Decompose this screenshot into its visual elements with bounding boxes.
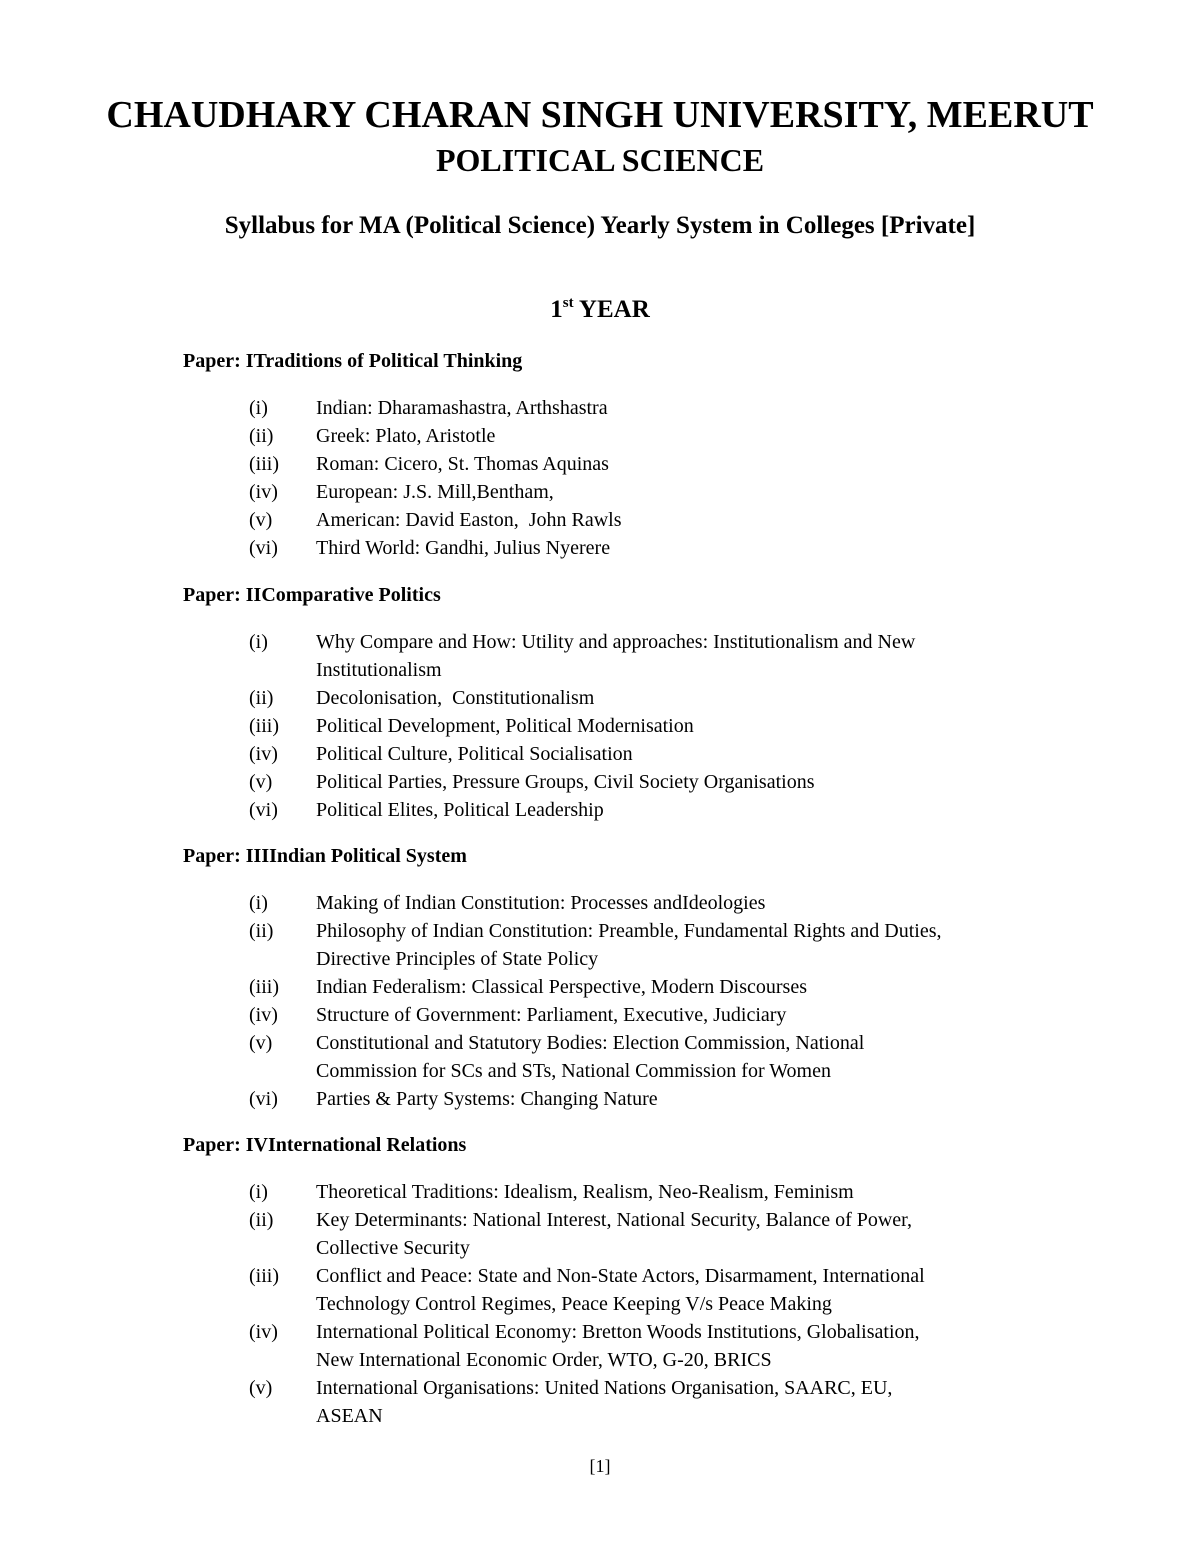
list-item-line: ASEAN (316, 1405, 383, 1427)
year-label: YEAR (578, 296, 650, 323)
list-item (0, 1178, 1200, 1206)
list-item-text (316, 768, 1016, 796)
list-item (0, 1318, 1200, 1374)
list-item-text (316, 1262, 1016, 1318)
list-item-line: Institutionalism (316, 659, 442, 681)
list-item (0, 478, 1200, 506)
list-item (0, 917, 1200, 973)
list-item (0, 450, 1200, 478)
list-item-text (316, 1001, 1016, 1029)
list-item-text (316, 1085, 1016, 1113)
list-item-text (316, 1206, 1016, 1262)
list-item-number: (ii) (249, 920, 274, 942)
paper-heading: Paper: ITraditions of Political Thinking (183, 350, 523, 372)
list-item-number: (v) (249, 771, 273, 793)
list-item-line: Key Determinants: National Interest, National Security, Balance of Power, (316, 1209, 913, 1231)
list-item-line: Philosophy of Indian Constitution: Preamble, Fundamental Rights and Duties, (316, 920, 942, 942)
list-item-line: Making of Indian Constitution: Processes andIdeologies (316, 892, 766, 914)
list-item-number: (iii) (249, 453, 279, 475)
list-item-number: (iii) (249, 1265, 279, 1287)
list-item-number: (iv) (249, 1004, 278, 1026)
list-item-line: Political Elites, Political Leadership (316, 799, 604, 821)
list-item (0, 394, 1200, 422)
list-item (0, 506, 1200, 534)
list-item (0, 768, 1200, 796)
year-suffix: st (562, 295, 574, 311)
list-item-line: Political Development, Political Modernisation (316, 715, 694, 737)
list-item-line: Directive Principles of State Policy (316, 948, 599, 970)
list-item-text (316, 684, 1016, 712)
list-item-number: (iv) (249, 481, 278, 503)
list-item-number: (i) (249, 892, 268, 914)
list-item-text (316, 796, 1016, 824)
list-item-number: (iii) (249, 976, 279, 998)
list-item-number: (vi) (249, 537, 278, 559)
list-item-number: (ii) (249, 687, 274, 709)
list-item (0, 796, 1200, 824)
list-item-text (316, 478, 1016, 506)
list-item (0, 628, 1200, 684)
list-item-text (316, 712, 1016, 740)
list-item-number: (vi) (249, 799, 278, 821)
list-item-line: Decolonisation, Constitutionalism (316, 687, 595, 709)
list-item-line: Theoretical Traditions: Idealism, Realism, Neo-Realism, Feminism (316, 1181, 854, 1203)
list-item (0, 1206, 1200, 1262)
list-item-line: International Organisations: United Nations Organisation, SAARC, EU, (316, 1377, 893, 1399)
list-item-number: (v) (249, 1032, 273, 1054)
list-item-text (316, 506, 1016, 534)
list-item-number: (iii) (249, 715, 279, 737)
list-item-number: (i) (249, 631, 268, 653)
list-item (0, 1374, 1200, 1430)
subject-title: POLITICAL SCIENCE (435, 142, 765, 178)
list-item (0, 973, 1200, 1001)
list-item (0, 534, 1200, 562)
list-item-text (316, 740, 1016, 768)
list-item-text (316, 394, 1016, 422)
list-item (0, 1001, 1200, 1029)
list-item (0, 712, 1200, 740)
list-item-line: Conflict and Peace: State and Non-State Actors, Disarmament, International (316, 1265, 925, 1287)
list-item (0, 889, 1200, 917)
list-item-number: (v) (249, 1377, 273, 1399)
list-item-line: International Political Economy: Bretton Woods Institutions, Globalisation, (316, 1321, 920, 1343)
list-item-line: Greek: Plato, Aristotle (316, 425, 496, 447)
paper-heading: Paper: IIIIndian Political System (183, 845, 467, 867)
list-item-text (316, 422, 1016, 450)
list-item-text (316, 450, 1016, 478)
list-item-line: Commission for SCs and STs, National Commission for Women (316, 1060, 831, 1082)
year-heading (0, 294, 1200, 326)
list-item-line: Indian Federalism: Classical Perspective, Modern Discourses (316, 976, 807, 998)
list-item-text (316, 889, 1016, 917)
list-item (0, 1085, 1200, 1113)
list-item-line: European: J.S. Mill,Bentham, (316, 481, 554, 503)
list-item-number: (vi) (249, 1088, 278, 1110)
paper-heading: Paper: IIComparative Politics (183, 584, 441, 606)
list-item-number: (iv) (249, 1321, 278, 1343)
list-item-line: Third World: Gandhi, Julius Nyerere (316, 537, 611, 559)
list-item (0, 422, 1200, 450)
list-item-line: Political Parties, Pressure Groups, Civil Society Organisations (316, 771, 815, 793)
university-title: CHAUDHARY CHARAN SINGH UNIVERSITY, MEERUT (106, 94, 1094, 136)
list-item (0, 1029, 1200, 1085)
paper-heading: Paper: IVInternational Relations (183, 1134, 467, 1156)
list-item-line: American: David Easton, John Rawls (316, 509, 622, 531)
list-item-text (316, 534, 1016, 562)
list-item-number: (v) (249, 509, 273, 531)
list-item (0, 740, 1200, 768)
list-item-text (316, 1318, 1016, 1374)
list-item-line: Collective Security (316, 1237, 470, 1259)
list-item-text (316, 1178, 1016, 1206)
list-item (0, 684, 1200, 712)
page-number: [1] (589, 1456, 611, 1476)
list-item-line: Why Compare and How: Utility and approaches: Institutionalism and New (316, 631, 916, 653)
list-item-text (316, 1374, 1016, 1430)
list-item-number: (i) (249, 397, 268, 419)
year-number: 1 (550, 296, 563, 323)
list-item-line: Indian: Dharamashastra, Arthshastra (316, 397, 608, 419)
list-item-text (316, 973, 1016, 1001)
list-item-number: (i) (249, 1181, 268, 1203)
list-item-line: Political Culture, Political Socialisation (316, 743, 633, 765)
list-item-line: Roman: Cicero, St. Thomas Aquinas (316, 453, 609, 475)
list-item-number: (ii) (249, 1209, 274, 1231)
syllabus-title: Syllabus for MA (Political Science) Yearly System in Colleges [Private] (224, 212, 976, 239)
list-item-text (316, 1029, 1016, 1085)
list-item-number: (ii) (249, 425, 274, 447)
list-item-line: Structure of Government: Parliament, Executive, Judiciary (316, 1004, 787, 1026)
list-item-line: Parties & Party Systems: Changing Nature (316, 1088, 658, 1110)
list-item-line: Technology Control Regimes, Peace Keeping V/s Peace Making (316, 1293, 832, 1315)
list-item-line: New International Economic Order, WTO, G-20, BRICS (316, 1349, 772, 1371)
list-item-number: (iv) (249, 743, 278, 765)
list-item-text (316, 628, 1016, 684)
list-item-text (316, 917, 1016, 973)
list-item-line: Constitutional and Statutory Bodies: Election Commission, National (316, 1032, 865, 1054)
list-item (0, 1262, 1200, 1318)
